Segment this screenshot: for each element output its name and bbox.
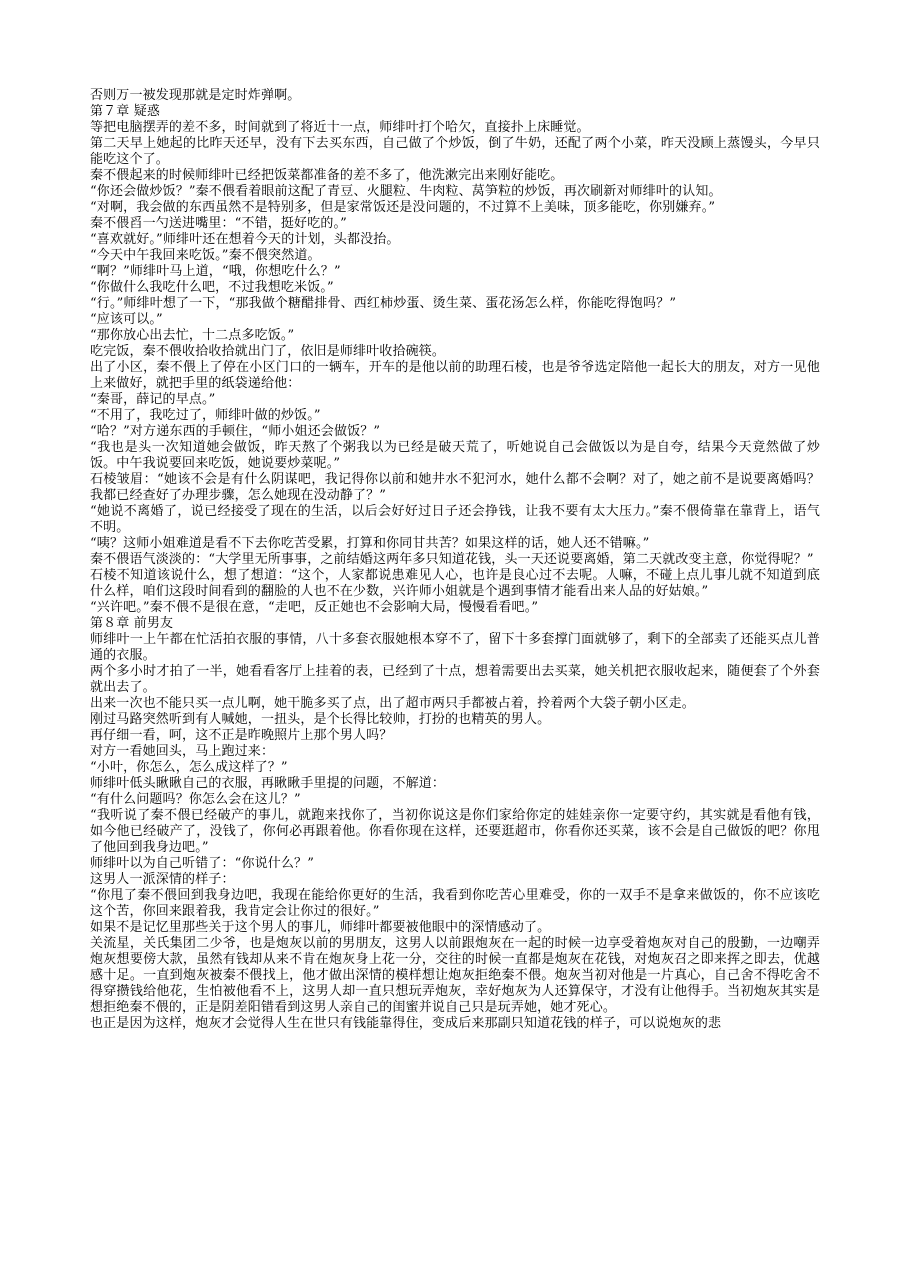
paragraph: 对方一看她回头，马上跑过来： bbox=[90, 744, 275, 759]
paragraph: “小叶，你怎么，怎么成这样了？” bbox=[90, 760, 288, 775]
paragraph: “今天中午我回来吃饭。”秦不偎突然道。 bbox=[90, 248, 321, 263]
paragraph: “兴许吧。”秦不偎不是很在意，“走吧，反正她也不会影响大局，慢慢看看吧。” bbox=[90, 600, 539, 615]
paragraph: “不用了，我吃过了，师绯叶做的炒饭。” bbox=[90, 408, 321, 423]
paragraph: 两个多小时才拍了一半，她看看客厅上挂着的表，已经到了十点，想着需要出去买菜，她关机把衣服收起来，随便套了个外套就出去了。 bbox=[90, 664, 820, 695]
chapter-heading: 第７章 疑惑 bbox=[90, 104, 161, 119]
paragraph: “啊？”师绯叶马上道，“哦，你想吃什么？” bbox=[90, 264, 341, 279]
paragraph: 师绯叶以为自己听错了：“你说什么？” bbox=[90, 856, 314, 871]
paragraph: 再仔细一看，呵，这不正是昨晚照片上那个男人吗？ bbox=[90, 728, 393, 743]
paragraph: 师绯叶低头瞅瞅自己的衣服，再瞅瞅手里提的问题，不解道： bbox=[90, 776, 446, 791]
paragraph: “秦哥，薛记的早点。” bbox=[90, 392, 216, 407]
paragraph: 石棱不知道该说什么，想了想道：“这个，人家都说患难见人心，也许是良心过不去呢。人嘛，不碰上点儿事儿就不知道到底什么样，咱们这段时间看到的翻脸的人也不在少数，兴许师小姐就是个遇到事情才能看出来人品的好姑娘。” bbox=[90, 568, 820, 599]
paragraph: “你甩了秦不偎回到我身边吧，我现在能给你更好的生活，我看到你吃苦心里难受，你的一双手不是拿来做饭的，你不应该吃这个苦，你回来跟着我，我肯定会让你过的很好。” bbox=[90, 888, 820, 919]
paragraph: 关流星，关氏集团二少爷，也是炮灰以前的男朋友，这男人以前跟炮灰在一起的时候一边享受着炮灰对自己的殷勤，一边嘲弄炮灰想要傍大款，虽然有钱却从来不肯在炮灰身上花一分，交往的时候一直都是炮灰在花钱，对炮灰召之即来挥之即去，优越感十足。一直到炮灰被秦不偎找上，他才做出深情的模样想让炮灰拒绝秦不偎。炮灰当初对他是一片真心，自己舍不得吃舍不得穿攒钱给他花，生怕被他看不上，这男人却一直只想玩弄炮灰，幸好炮灰为人还算保守，才没有让他得手。当初炮灰其实是想拒绝秦不偎的，正是阴差阳错看到这男人亲自己的闺蜜并说自己只是玩弄她，她才死心。 bbox=[90, 936, 820, 1015]
paragraph: “你做什么我吃什么吧，不过我想吃米饭。” bbox=[90, 280, 334, 295]
paragraph: “你还会做炒饭？”秦不偎看着眼前这配了青豆、火腿粒、牛肉粒、莴笋粒的炒饭，再次刷新对师绯叶的认知。 bbox=[90, 184, 722, 199]
paragraph: “那你放心出去忙，十二点多吃饭。” bbox=[90, 328, 295, 343]
paragraph: 石棱皱眉：“她该不会是有什么阴谋吧，我记得你以前和她井水不犯河水，她什么都不会啊？对了，她之前不是说要离婚吗？我都已经查好了办理步骤，怎么她现在没动静了？” bbox=[90, 472, 820, 503]
paragraph: 否则万一被发现那就是定时炸弹啊。 bbox=[90, 88, 301, 103]
paragraph: “行。”师绯叶想了一下，“那我做个糖醋排骨、西红柿炒蛋、烫生菜、蛋花汤怎么样，你能吃得饱吗？” bbox=[90, 296, 677, 311]
paragraph: “喜欢就好。”师绯叶还在想着今天的计划，头都没抬。 bbox=[90, 232, 400, 247]
paragraph: 也正是因为这样，炮灰才会觉得人生在世只有钱能靠得住，变成后来那副只知道花钱的样子，可以说炮灰的悲 bbox=[90, 1016, 722, 1031]
paragraph: 秦不偎起来的时候师绯叶已经把饭菜都准备的差不多了，他洗漱完出来刚好能吃。 bbox=[90, 168, 564, 183]
paragraph: 秦不偎舀一勺送进嘴里：“不错，挺好吃的。” bbox=[90, 216, 347, 231]
paragraph: 出来一次也不能只买一点儿啊，她干脆多买了点，出了超市两只手都被占着，拎着两个大袋子朝小区走。 bbox=[90, 696, 695, 711]
paragraph: “我听说了秦不偎已经破产的事儿，就跑来找你了，当初你说这是你们家给你定的娃娃亲你一定要守约，其实就是看他有钱，如今他已经破产了，没钱了，你何必再跟着他。你看你现在这样，还要逛超市，你看你还买菜，该不会是自己做饭的吧？你甩了他回到我身边吧。” bbox=[90, 808, 820, 855]
paragraph: 刚过马路突然听到有人喊她，一扭头，是个长得比较帅，打扮的也精英的男人。 bbox=[90, 712, 551, 727]
paragraph: 秦不偎语气淡淡的：“大学里无所事事，之前结婚这两年多只知道花钱，头一天还说要离婚，第二天就改变主意，你觉得呢？” bbox=[90, 552, 814, 567]
paragraph: “咦？这师小姐难道是看不下去你吃苦受累，打算和你同甘共苦？如果这样的话，她人还不错嘛。” bbox=[90, 536, 650, 551]
document-page bbox=[90, 88, 820, 1032]
paragraph: “有什么问题吗？你怎么会在这儿？” bbox=[90, 792, 301, 807]
paragraph: 吃完饭，秦不偎收拾收拾就出门了，依旧是师绯叶收拾碗筷。 bbox=[90, 344, 446, 359]
paragraph: 出了小区，秦不偎上了停在小区门口的一辆车，开车的是他以前的助理石棱，也是爷爷选定陪他一起长大的朋友，对方一见他上来做好，就把手里的纸袋递给他： bbox=[90, 360, 820, 391]
paragraph: 等把电脑摆弄的差不多，时间就到了将近十一点，师绯叶打个哈欠，直接扑上床睡觉。 bbox=[90, 120, 590, 135]
chapter-heading: 第８章 前男友 bbox=[90, 616, 174, 631]
paragraph: 如果不是记忆里那些关于这个男人的事儿，师绯叶都要被他眼中的深情感动了。 bbox=[90, 920, 551, 935]
paragraph: “哈？”对方递东西的手顿住，“师小姐还会做饭？” bbox=[90, 424, 381, 439]
paragraph: 师绯叶一上午都在忙活拍衣服的事情，八十多套衣服她根本穿不了，留下十多套撑门面就够了，剩下的全部卖了还能买点儿普通的衣服。 bbox=[90, 632, 820, 663]
paragraph: “应该可以。” bbox=[90, 312, 163, 327]
paragraph: 这男人一派深情的样子： bbox=[90, 872, 235, 887]
paragraph: 第二天早上她起的比昨天还早，没有下去买东西，自己做了个炒饭，倒了牛奶，还配了两个小菜，昨天没顾上蒸馒头，今早只能吃这个了。 bbox=[90, 136, 820, 167]
paragraph: “对啊，我会做的东西虽然不是特别多，但是家常饭还是没问题的，不过算不上美味，顶多能吃，你别嫌弃。” bbox=[90, 200, 716, 215]
paragraph: “她说不离婚了，说已经接受了现在的生活，以后会好好过日子还会挣钱，让我不要有太大压力。”秦不偎倚靠在靠背上，语气不明。 bbox=[90, 504, 820, 535]
paragraph: “我也是头一次知道她会做饭，昨天熬了个粥我以为已经是破天荒了，听她说自己会做饭以为是自夸，结果今天竟然做了炒饭。中午我说要回来吃饭，她说要炒菜呢。” bbox=[90, 440, 820, 471]
